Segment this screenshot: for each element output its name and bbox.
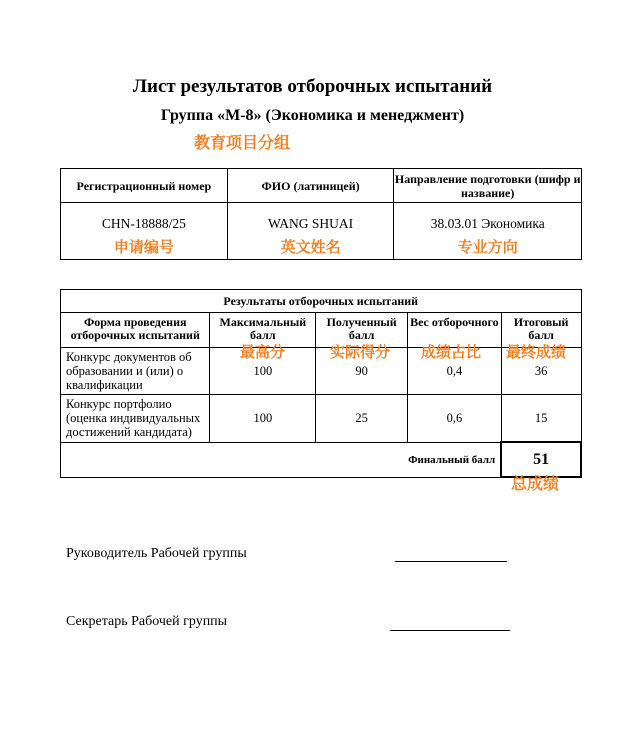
header-form: Форма проведения отборочных испытаний — [61, 313, 210, 348]
row-weight: 0,6 — [408, 395, 502, 443]
row-form: Конкурс документов об образовании и (или) о квалификации — [61, 348, 210, 395]
name-value: WANG SHUAI — [268, 216, 354, 231]
head-signature-label: Руководитель Рабочей группы — [66, 546, 247, 561]
direction-cell — [394, 203, 582, 260]
max-score-annotation: 最高分 — [240, 343, 286, 361]
header-reg-number: Регистрационный номер — [61, 169, 228, 203]
results-table — [60, 289, 582, 478]
final-score-row — [61, 442, 582, 477]
applicant-header-row — [61, 169, 582, 203]
direction-value: 38.03.01 Экономика — [430, 216, 545, 231]
table-row — [61, 395, 582, 443]
reg-number-annotation: 申请编号 — [113, 238, 174, 256]
final-score-value: 51 — [501, 442, 581, 477]
name-annotation: 英文姓名 — [280, 238, 341, 256]
got-score-annotation: 实际得分 — [330, 343, 391, 361]
head-signature-line — [395, 561, 507, 562]
applicant-table — [60, 168, 582, 260]
secretary-signature-line — [390, 630, 510, 631]
header-direction: Направление подготовки (шифр и название) — [394, 169, 582, 203]
direction-annotation: 专业方向 — [457, 238, 518, 256]
header-weight: Вес отборочного — [408, 313, 502, 348]
final-score-annotation: 总成绩 — [511, 474, 560, 493]
row-total: 36 — [501, 348, 581, 395]
row-got: 90 — [316, 348, 408, 395]
secretary-signature-label: Секретарь Рабочей группы — [66, 614, 228, 629]
row-got: 25 — [316, 395, 408, 443]
reg-number-cell — [61, 203, 228, 260]
results-caption-row — [61, 290, 582, 313]
row-weight: 0,4 — [408, 348, 502, 395]
header-total: Итоговый балл — [501, 313, 581, 348]
group-subtitle: Группа «М-8» (Экономика и менеджмент) — [160, 107, 465, 124]
row-max: 100 — [210, 395, 316, 443]
table-row — [61, 348, 582, 395]
header-got: Полученный балл — [316, 313, 408, 348]
group-annotation: 教育项目分组 — [194, 133, 291, 152]
weight-annotation: 成绩占比 — [421, 343, 482, 361]
header-name: ФИО (латиницей) — [227, 169, 394, 203]
row-total: 15 — [501, 395, 581, 443]
total-annotation: 最终成绩 — [506, 343, 567, 361]
document-title: Лист результатов отборочных испытаний — [132, 76, 493, 97]
row-form: Конкурс портфолио (оценка индивидуальных достижений кандидата) — [61, 395, 210, 443]
applicant-value-row — [61, 203, 582, 260]
reg-number-value: CHN-18888/25 — [101, 216, 186, 231]
row-max: 100 — [210, 348, 316, 395]
results-header-row — [61, 313, 582, 348]
header-max: Максимальный балл — [210, 313, 316, 348]
name-cell — [227, 203, 394, 260]
final-score-label: Финальный балл — [61, 442, 502, 477]
results-caption: Результаты отборочных испытаний — [61, 290, 582, 313]
